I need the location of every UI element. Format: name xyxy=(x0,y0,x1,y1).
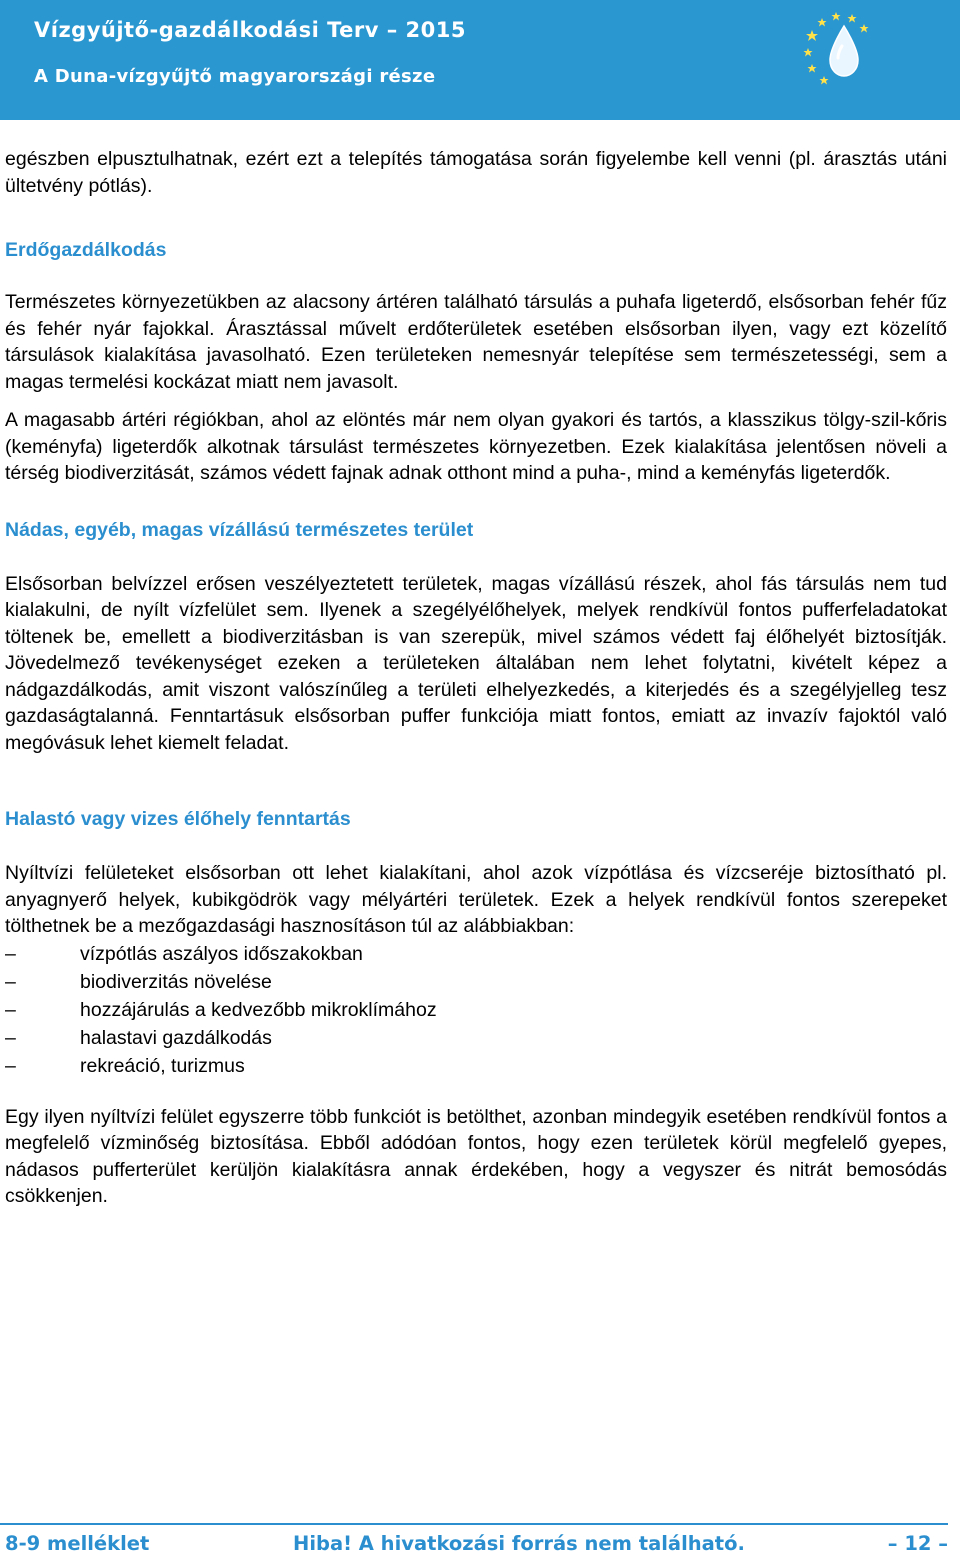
dash-bullet: – xyxy=(5,1026,16,1049)
header-title: Vízgyűjtő-gazdálkodási Terv – 2015 xyxy=(34,18,466,42)
dash-bullet: – xyxy=(5,1054,16,1077)
eu-water-drop-logo-icon xyxy=(800,8,880,88)
dash-bullet: – xyxy=(5,998,16,1021)
page-number: – 12 – xyxy=(887,1532,948,1555)
list-item: – rekreáció, turizmus xyxy=(5,1052,947,1080)
list-item: – hozzájárulás a kedvezőbb mikroklímához xyxy=(5,996,947,1024)
footer-divider xyxy=(0,1523,948,1525)
footer-reference-error: Hiba! A hivatkozási forrás nem található. xyxy=(293,1532,745,1555)
benefit-list xyxy=(5,940,947,1080)
footer-appendix: 8-9 melléklet xyxy=(5,1532,150,1555)
paragraph-closing: Egy ilyen nyíltvízi felület egyszerre több funkciót is betölthet, azonban mindegyik esetében rendkívül fontos a megfelelő vízminőség biztosítása. Ebből adódóan fontos, hogy ezen területek körül megfelelő gyepes, nádasos pufferterület kerüljön kialakításra annak érdekében, hogy a vegyszer és nitrát bemosódás csökkenjen. xyxy=(5,1105,947,1207)
list-item: – halastavi gazdálkodás xyxy=(5,1024,947,1052)
paragraph-erdo-2: A magasabb ártéri régiókban, ahol az elöntés már nem olyan gyakori és tartós, a klasszikus tölgy-szil-kőris (keményfa) ligeterdők alkotnak társulást természetes környezetben. Ezek kialakítása jelentősen növeli a térség biodiverzitását, számos védett fajnak adnak otthont mind a puha-, mind a keményfás ligeterdők. xyxy=(5,409,947,484)
list-item: – vízpótlás aszályos időszakokban xyxy=(5,940,947,968)
document-body xyxy=(5,146,947,1210)
dash-bullet: – xyxy=(5,970,16,993)
page-header xyxy=(0,0,960,120)
page-footer xyxy=(5,1532,948,1556)
list-item: – biodiverzitás növelése xyxy=(5,968,947,996)
heading-halasto: Halastó vagy vizes élőhely fenntartás xyxy=(5,808,351,830)
heading-nadas: Nádas, egyéb, magas vízállású természetes terület xyxy=(5,518,474,541)
header-subtitle: A Duna-vízgyűjtő magyarországi része xyxy=(34,66,436,87)
heading-erdogazdalkodas: Erdőgazdálkodás xyxy=(5,239,167,261)
paragraph-halasto: Nyíltvízi felületeket elsősorban ott lehet kialakítani, ahol azok vízpótlása és vízcseréje biztosítható pl. anyagnyerő helyek, kubikgödrök vagy mélyártéri területek. Ezek a helyek rendkívül fontos szerepeket tölthetnek be a mezőgazdasági hasznosításon túl az alábbiakban: xyxy=(5,862,947,937)
paragraph-nadas: Elsősorban belvízzel erősen veszélyeztetett területek, magas vízállású részek, ahol fás társulás nem tud kialakulni, de nyílt vízfelület sem. Ilyenek a szegélyélőhelyek, melyek rendkívül fontos pufferfeladatokat töltenek be, emellett a biodiverzitásban is van szerepük, mivel számos védett faj élőhelyét biztosítják. Jövedelmező tevékenységet ezeken a területeken általában nem lehet folytatni, kivételt képez a nádgazdálkodás, amit viszont valószínűleg a területi elhelyezkedés, a kiterjedés és a szegélyjelleg tesz gazdaságtalanná. Fenntartásuk elsősorban puffer funkciója miatt fontos, emiatt az invazív fajoktól való megóvásuk lehet kiemelt feladat. xyxy=(5,572,947,754)
paragraph-erdo-1: Természetes környezetükben az alacsony ártéren található társulás a puhafa ligeterdő, elsősorban fehér fűz és fehér nyár fajokkal. Árasztással művelt erdőterületek esetében elsősorban ilyen, vagy ezt közelítő társulások kialakítása javasolható. Ezen területeken nemesnyár telepítése sem természetességi, sem a magas termelési kockázat miatt nem javasolt. xyxy=(5,291,947,393)
dash-bullet: – xyxy=(5,942,16,965)
paragraph-continued: egészben elpusztulhatnak, ezért ezt a telepítés támogatása során figyelembe kell venni (pl. árasztás utáni ültetvény pótlás). xyxy=(5,148,947,197)
